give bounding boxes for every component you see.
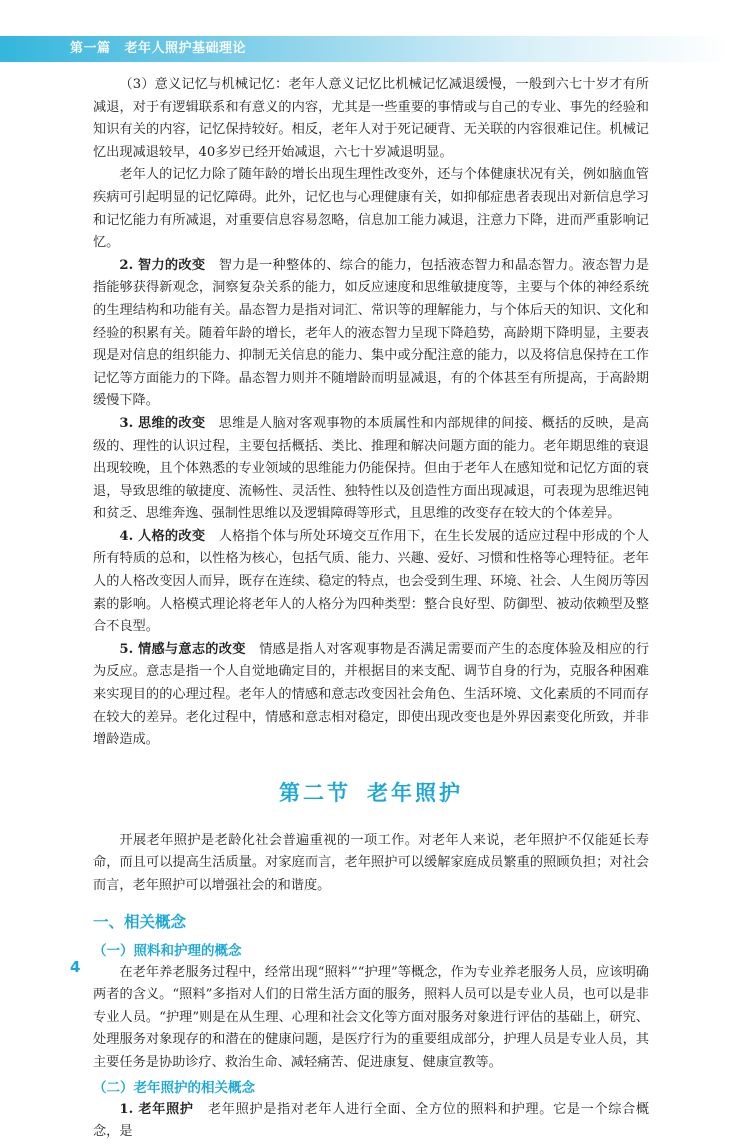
header-part: 第一篇 <box>70 41 111 56</box>
paragraph-emotion: 5. 情感与意志的改变 情感是指人对客观事物是否满足需要而产生的态度体验及相应的行为反应。意志是指一个人自觉地确定目的，并根据目的来支配、调节自身的行为，克服各种困难来实现目的的心理过程。老年人的情感和意志改变因社会角色、生活环境、文化素质的不同而存在较大的差异。老化过程中，情感和意志相对稳定，即使出现改变也是外界因素变化所致，并非增龄造成。 <box>93 641 650 748</box>
paragraph-intelligence: 2. 智力的改变 智力是一种整体的、综合的能力，包括液态智力和晶态智力。液态智力是指能够获得新观念，洞察复杂关系的能力，如反应速度和思维敏捷度等，主要与个体的神经系统的生理结构和功能有关。晶态智力是指对词汇、常识等的理解能力，与个体后天的知识、文化和经验的积累有关。随着年龄的增长，老年人的液态智力呈现下降趋势，高龄期下降明显，主要表现是对信息的组织能力、抑制无关信息的能力、集中或分配注意的能力，以及将信息保持在工作记忆等方面能力的下降。晶态智力则并不随增龄而明显减退，有的个体甚至有所提高，于高龄期缓慢下降。 <box>93 257 650 409</box>
header-title: 老年人照护基础理论 <box>124 41 247 56</box>
heading-related-concepts: 一、相关概念 <box>93 912 187 931</box>
paragraph-lead: 5. 情感与意志的改变 <box>119 641 246 657</box>
paragraph-thinking: 3. 思维的改变 思维是人脑对客观事物的本质属性和内部规律的间接、概括的反映，是高级的、理性的认识过程，主要包括概括、类比、推理和解决问题方面的能力。老年期思维的衰退出现较晚，且个体熟悉的专业领域的思维能力仍能保持。但由于老年人在感知觉和记忆方面的衰退，导致思维的敏捷度、流畅性、灵活性、独特性以及创造性方面出现减退，可表现为思维迟钝和贫乏、思维奔逸、强制性思维以及逻辑障碍等形式，且思维的改变存在较大的个体差异。 <box>93 415 650 522</box>
paragraph-personality: 4. 人格的改变 人格指个体与所处环境交互作用下，在生长发展的适应过程中形成的个人所有特质的总和，以性格为核心，包括气质、能力、兴趣、爱好、习惯和性格等心理特征。老年人的人格改变因人而异，既存在连续、稳定的特点，也会受到生理、环境、社会、人生阅历等因素的影响。人格模式理论将老年人的人格分为四种类型：整合良好型、防御型、被动依赖型及整合不良型。 <box>93 528 650 635</box>
paragraph-lead: 2. 智力的改变 <box>119 257 206 273</box>
paragraph-intro: 开展老年照护是老龄化社会普遍重视的一项工作。对老年人来说，老年照护不仅能延长寿命，而且可以提高生活质量。对家庭而言，老年照护可以缓解家庭成员繁重的照顾负担；对社会而言，老年照护可以增强社会的和谐度。 <box>93 832 649 893</box>
paragraph-lead: 4. 人格的改变 <box>119 528 206 544</box>
running-header <box>70 39 260 59</box>
paragraph-elderly-care: 1. 老年照护 老年照护是指对老年人进行全面、全方位的照料和护理。它是一个综合概念，是 <box>93 1101 650 1140</box>
section-name: 老年照护 <box>367 780 463 805</box>
subheading-elderly-care: （二）老年照护的相关概念 <box>93 1079 255 1096</box>
paragraph-memory-health: 老年人的记忆力除了随年龄的增长出现生理性改变外，还与个体健康状况有关，例如脑血管疾病可引起明显的记忆障碍。此外，记忆也与心理健康有关，如抑郁症患者表现出对新信息学习和记忆能力有所减退，对重要信息容易忽略，信息加工能力减退，注意力下降，进而严重影响记忆。 <box>93 167 649 251</box>
subheading-care-nursing: （一）照料和护理的概念 <box>93 942 242 959</box>
section-title <box>93 778 649 808</box>
section-number: 第二节 <box>279 780 351 805</box>
paragraph-lead: 3. 思维的改变 <box>119 415 206 431</box>
paragraph-care-nursing: 在老年养老服务过程中，经常出现“照料”“护理”等概念，作为专业养老服务人员，应该明确两者的含义。“照料”多指对人们的日常生活方面的服务，照料人员可以是专业人员，也可以是非专业人员。“护理”则是在从生理、心理和社会文化等方面对服务对象进行评估的基础上，研究、处理服务对象现存的和潜在的健康问题，是医疗行为的重要组成部分，护理人员是专业人员，其主要任务是协助诊疗、救治生命、减轻痛苦、促进康复、健康宣教等。 <box>93 964 649 1070</box>
page-content <box>93 74 649 1144</box>
paragraph-semantic-memory: （3）意义记忆与机械记忆：老年人意义记忆比机械记忆减退缓慢，一般到六七十岁才有所减退，对于有逻辑联系和有意义的内容，尤其是一些重要的事情或与自己的专业、事先的经验和知识有关的内容，记忆保持较好。相反，老年人对于死记硬背、无关联的内容很难记住。机械记忆出现减退较早，40多岁已经开始减退，六七十岁减退明显。 <box>93 77 649 160</box>
page-number: 4 <box>70 958 81 976</box>
paragraph-lead: 1. 老年照护 <box>119 1101 194 1117</box>
